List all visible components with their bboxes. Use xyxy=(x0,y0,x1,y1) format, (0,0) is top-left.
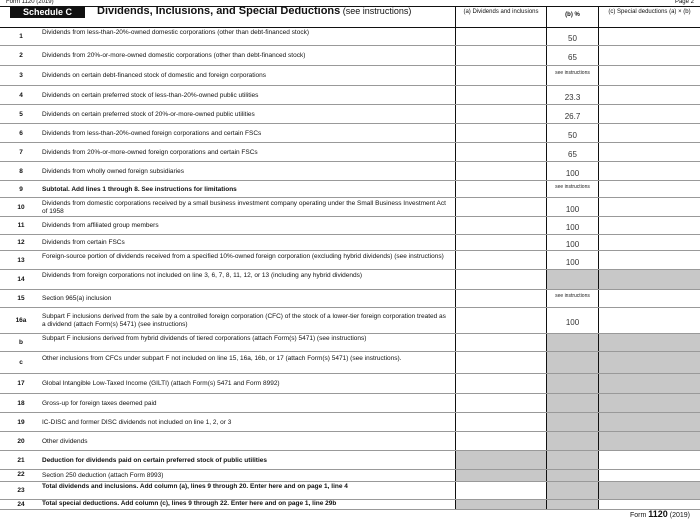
schedule-row xyxy=(0,86,700,105)
col-c-header: (c) Special deductions (a) × (b) xyxy=(608,9,691,15)
schedule-row xyxy=(0,394,700,413)
line-number: 5 xyxy=(19,110,23,118)
form-id-top: Form 1120 (2019) xyxy=(6,0,54,5)
line-description: Dividends from foreign corporations not included on line 3, 6, 7, 8, 11, 12, or 13 (including any hybrid dividends) xyxy=(42,272,363,279)
line-description: Deduction for dividends paid on certain preferred stock of public utilities xyxy=(42,456,268,464)
line-number: 21 xyxy=(17,456,25,464)
col-c-input xyxy=(598,394,700,413)
footer-prefix: Form xyxy=(629,512,647,519)
percent-value: 100 xyxy=(565,318,580,327)
col-a-input[interactable] xyxy=(455,308,546,334)
schedule-row xyxy=(0,105,700,124)
col-c-input[interactable] xyxy=(598,143,700,162)
percent-value: see instructions xyxy=(555,70,590,76)
col-b-percent xyxy=(546,105,598,124)
schedule-row xyxy=(0,124,700,143)
schedule-row xyxy=(0,352,700,374)
line-number: 11 xyxy=(17,222,25,229)
col-c-input[interactable] xyxy=(598,290,700,308)
schedule-row xyxy=(0,251,700,270)
schedule-row xyxy=(0,470,700,482)
line-description: Other inclusions from CFCs under subpart F not included on line 15, 16a, 16b, or 17 (attach Form(s) 5471) (see instructions). xyxy=(42,355,402,362)
line-description: Section 965(a) inclusion xyxy=(42,295,112,302)
line-number: 24 xyxy=(17,501,25,508)
col-a-input[interactable] xyxy=(455,251,546,270)
col-b-percent xyxy=(546,28,598,46)
col-c-input[interactable] xyxy=(598,308,700,334)
line-number: 10 xyxy=(17,203,25,211)
line-description: Dividends from less-than-20%-owned foreign corporations and certain FSCs xyxy=(42,129,262,137)
col-b-percent xyxy=(546,451,598,470)
percent-value: 26.7 xyxy=(564,111,581,121)
schedule-title xyxy=(97,6,452,16)
col-a-input[interactable] xyxy=(455,143,546,162)
line-number: 12 xyxy=(17,239,25,246)
schedule-row xyxy=(0,217,700,235)
col-c-input xyxy=(598,270,700,290)
col-b-percent xyxy=(546,181,598,198)
schedule-row xyxy=(0,270,700,290)
col-b-percent xyxy=(546,290,598,308)
line-description: Section 250 deduction (attach Form 8993) xyxy=(42,472,164,479)
col-a-input[interactable] xyxy=(455,162,546,181)
schedule-title-suffix: (see instructions) xyxy=(342,6,412,16)
col-a-input[interactable] xyxy=(455,105,546,124)
percent-value: 50 xyxy=(568,34,577,43)
line-description: IC-DISC and former DISC dividends not included on line 1, 2, or 3 xyxy=(42,418,232,426)
line-description: Total dividends and inclusions. Add column (a), lines 9 through 20. Enter here and on page 1, line 4 xyxy=(42,483,348,490)
col-c-input xyxy=(598,334,700,352)
col-a-input[interactable] xyxy=(455,352,546,374)
line-description: Foreign-source portion of dividends received from a specified 10%-owned foreign corporation (excluding hybrid dividends) (see instructions) xyxy=(42,252,444,260)
line-description: Subtotal. Add lines 1 through 8. See instructions for limitations xyxy=(42,185,237,193)
col-c-input[interactable] xyxy=(598,162,700,181)
col-a-input[interactable] xyxy=(455,374,546,394)
col-b-percent xyxy=(546,217,598,235)
col-c-input xyxy=(598,482,700,500)
col-a-input[interactable] xyxy=(455,66,546,86)
footer-year: (2019) xyxy=(669,512,690,519)
schedule-row xyxy=(0,181,700,198)
line-number: 18 xyxy=(17,399,25,407)
col-a-input[interactable] xyxy=(455,124,546,143)
page-number: Page 2 xyxy=(674,0,694,5)
schedule-row xyxy=(0,235,700,251)
line-description: Global Intangible Low-Taxed Income (GILTI) (attach Form(s) 5471 and Form 8992) xyxy=(42,380,280,387)
line-description: Dividends from affiliated group members xyxy=(42,222,159,229)
line-number: 14 xyxy=(17,276,25,283)
col-b-percent xyxy=(546,432,598,451)
col-b-percent xyxy=(546,308,598,334)
line-number: 1 xyxy=(19,33,23,40)
col-a-input[interactable] xyxy=(455,181,546,198)
col-c-input xyxy=(598,413,700,432)
percent-value: 100 xyxy=(565,168,580,178)
col-c-input xyxy=(598,352,700,374)
schedule-row xyxy=(0,374,700,394)
line-description: Dividends from certain FSCs xyxy=(42,239,125,246)
col-b-percent xyxy=(546,198,598,217)
col-b-percent xyxy=(546,46,598,66)
percent-value: 100 xyxy=(565,240,580,249)
line-description: Gross-up for foreign taxes deemed paid xyxy=(42,399,157,407)
col-b-percent xyxy=(546,394,598,413)
col-b-percent xyxy=(546,66,598,86)
schedule-row xyxy=(0,46,700,66)
col-c-input[interactable] xyxy=(598,181,700,198)
schedule-row xyxy=(0,482,700,500)
schedule-label: Schedule C xyxy=(10,7,85,18)
line-number: 15 xyxy=(17,295,25,302)
col-a-header-cell xyxy=(455,7,546,27)
percent-value: 100 xyxy=(565,204,580,214)
col-a-input[interactable] xyxy=(455,217,546,235)
line-description: Subpart F inclusions derived from the sale by a controlled foreign corporation (CFC) of the stock of a lower-tier foreign corporation treated as a dividend (attach Form(s) 5471) (see instructions) xyxy=(42,313,446,328)
schedule-row xyxy=(0,198,700,217)
col-b-percent xyxy=(546,334,598,352)
percent-value: 65 xyxy=(568,149,577,159)
col-b-percent xyxy=(546,143,598,162)
col-b-percent xyxy=(546,86,598,105)
col-a-input[interactable] xyxy=(455,334,546,352)
schedule-row xyxy=(0,500,700,510)
col-a-input[interactable] xyxy=(455,28,546,46)
row-divider xyxy=(0,509,700,510)
schedule-row xyxy=(0,66,700,86)
col-a-input[interactable] xyxy=(455,290,546,308)
line-description: Dividends from domestic corporations received by a small business investment company operating under the Small Business Investment Act of 1958 xyxy=(42,199,446,215)
line-number: 9 xyxy=(19,185,23,193)
line-description: Subpart F inclusions derived from hybrid dividends of tiered corporations (attach Form(s) 5471) (see instructions) xyxy=(42,335,367,342)
schedule-row xyxy=(0,432,700,451)
col-a-input[interactable] xyxy=(455,270,546,290)
line-description: Dividends from 20%-or-more-owned foreign corporations and certain FSCs xyxy=(42,148,258,156)
line-description: Dividends on certain preferred stock of less-than-20%-owned public utilities xyxy=(42,91,259,99)
line-number: 20 xyxy=(17,437,25,445)
line-number: 8 xyxy=(19,167,23,175)
schedule-row xyxy=(0,451,700,470)
col-b-percent xyxy=(546,235,598,251)
line-number: 17 xyxy=(17,380,25,387)
col-c-input[interactable] xyxy=(598,251,700,270)
line-number: 6 xyxy=(19,129,23,137)
col-a-header: (a) Dividends and inclusions xyxy=(463,9,539,15)
line-number: b xyxy=(19,339,23,346)
col-b-header: (b) % xyxy=(565,12,580,18)
col-b-percent xyxy=(546,352,598,374)
footer-form: 1120 xyxy=(648,509,668,519)
col-b-percent xyxy=(546,251,598,270)
percent-value: 100 xyxy=(565,223,580,232)
line-description: Total special deductions. Add column (c), lines 9 through 22. Enter here and on page 1, line 29b xyxy=(42,500,337,507)
col-b-percent xyxy=(546,413,598,432)
col-c-input xyxy=(598,432,700,451)
line-description: Dividends from less-than-20%-owned domestic corporations (other than debt-financed stock) xyxy=(42,29,309,36)
schedule-row xyxy=(0,162,700,181)
line-number: 2 xyxy=(19,52,23,59)
line-number: 7 xyxy=(19,148,23,156)
col-c-input[interactable] xyxy=(598,46,700,66)
col-c-input[interactable] xyxy=(598,235,700,251)
line-description: Dividends from 20%-or-more-owned domestic corporations (other than debt-financed stock) xyxy=(42,52,306,59)
schedule-row xyxy=(0,308,700,334)
line-description: Dividends on certain debt-financed stock of domestic and foreign corporations xyxy=(42,72,267,79)
line-number: 22 xyxy=(17,471,25,478)
col-c-input[interactable] xyxy=(598,124,700,143)
col-a-input[interactable] xyxy=(455,86,546,105)
col-b-percent xyxy=(546,270,598,290)
col-a-input[interactable] xyxy=(455,394,546,413)
col-a-input[interactable] xyxy=(455,46,546,66)
line-description: Dividends on certain preferred stock of 20%-or-more-owned public utilities xyxy=(42,110,255,118)
col-c-input[interactable] xyxy=(598,217,700,235)
line-number: 19 xyxy=(17,418,25,426)
line-number: 4 xyxy=(19,91,23,99)
schedule-row xyxy=(0,28,700,46)
line-description: Dividends from wholly owned foreign subsidiaries xyxy=(42,167,184,175)
line-number: c xyxy=(19,359,23,366)
line-number: 13 xyxy=(17,256,25,264)
col-a-input[interactable] xyxy=(455,432,546,451)
col-c-input[interactable] xyxy=(598,28,700,46)
percent-value: see instructions xyxy=(555,183,590,190)
col-a-input[interactable] xyxy=(455,198,546,217)
col-a-input[interactable] xyxy=(455,235,546,251)
schedule-row xyxy=(0,334,700,352)
schedule-row xyxy=(0,290,700,308)
col-a-input[interactable] xyxy=(455,482,546,500)
col-c-input xyxy=(598,374,700,394)
line-number: 23 xyxy=(17,487,25,494)
col-b-percent xyxy=(546,374,598,394)
col-c-input[interactable] xyxy=(598,86,700,105)
line-number: 16a xyxy=(15,317,27,324)
col-b-percent xyxy=(546,124,598,143)
col-a-input xyxy=(455,451,546,470)
percent-value: 23.3 xyxy=(564,92,581,102)
line-number: 3 xyxy=(19,72,23,79)
percent-value: 65 xyxy=(568,53,577,62)
col-c-input[interactable] xyxy=(598,451,700,470)
schedule-row xyxy=(0,143,700,162)
col-c-header-cell xyxy=(598,7,700,27)
line-description: Other dividends xyxy=(42,437,88,445)
form-footer xyxy=(630,509,690,519)
schedule-title-main: Dividends, Inclusions, and Special Deductions xyxy=(97,5,341,17)
col-b-percent xyxy=(546,162,598,181)
col-c-input[interactable] xyxy=(598,105,700,124)
col-b-header-cell xyxy=(546,7,598,27)
percent-value: 100 xyxy=(565,257,580,267)
percent-value: see instructions xyxy=(555,293,590,299)
col-c-input[interactable] xyxy=(598,198,700,217)
percent-value: 50 xyxy=(568,130,577,140)
schedule-row xyxy=(0,413,700,432)
col-c-input[interactable] xyxy=(598,66,700,86)
col-b-percent xyxy=(546,482,598,500)
col-a-input[interactable] xyxy=(455,413,546,432)
